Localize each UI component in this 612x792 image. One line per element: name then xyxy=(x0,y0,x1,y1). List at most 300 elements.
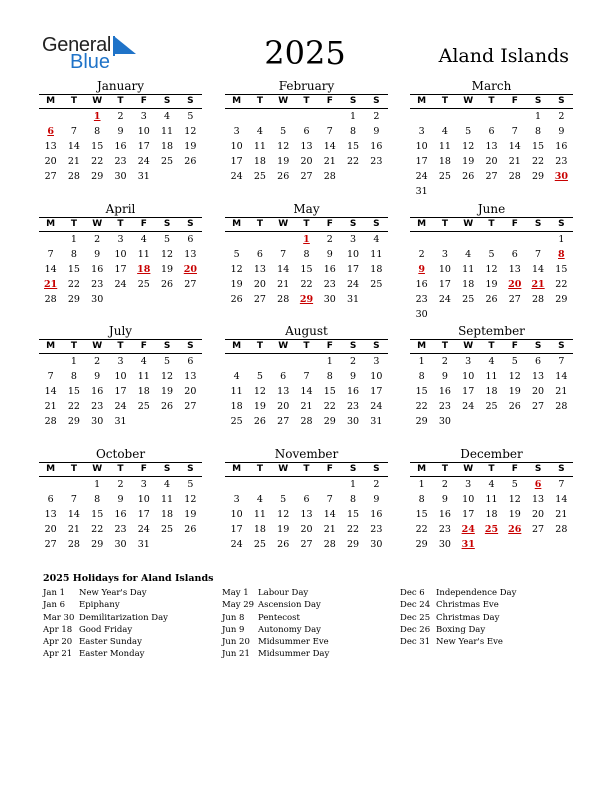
weekday-label: S xyxy=(534,341,542,351)
day-cell: 13 xyxy=(184,371,197,382)
day-cell: 17 xyxy=(462,386,475,397)
day-cell: 26 xyxy=(253,416,266,427)
day-cell: 25 xyxy=(137,401,150,412)
month-april xyxy=(39,202,202,307)
day-cell: 5 xyxy=(187,111,194,122)
day-cell: 19 xyxy=(508,509,521,520)
day-cell: 15 xyxy=(91,509,104,520)
day-cell: 20 xyxy=(253,279,266,290)
month-june xyxy=(410,202,573,322)
day-cell: 24 xyxy=(230,539,243,550)
weekday-label: W xyxy=(463,464,474,474)
day-cell: 26 xyxy=(161,401,174,412)
day-cell: 18 xyxy=(438,156,451,167)
holiday-day: 29 xyxy=(299,294,314,305)
day-cell: 4 xyxy=(373,234,380,245)
holiday-date: Jun 8 xyxy=(222,612,245,623)
weekday-label: S xyxy=(534,96,542,106)
day-cell: 20 xyxy=(44,524,57,535)
day-cell: 9 xyxy=(94,371,101,382)
day-cell: 8 xyxy=(303,249,310,260)
day-cell: 5 xyxy=(280,494,287,505)
weekday-label: T xyxy=(256,464,263,474)
day-cell: 21 xyxy=(323,156,336,167)
empty-cell xyxy=(480,109,503,124)
holiday-day: 9 xyxy=(418,264,425,275)
day-cell: 3 xyxy=(373,356,380,367)
holiday-date: Dec 6 xyxy=(400,588,425,598)
weekday-label: W xyxy=(463,219,474,229)
day-cell: 17 xyxy=(114,264,127,275)
day-cell: 15 xyxy=(67,386,80,397)
weekday-label: T xyxy=(441,464,448,474)
day-cell: 8 xyxy=(94,494,101,505)
day-cell: 20 xyxy=(300,156,313,167)
day-cell: 5 xyxy=(488,249,495,260)
day-cell: 9 xyxy=(117,494,124,505)
day-cell: 24 xyxy=(347,279,360,290)
weekday-label: F xyxy=(140,464,147,474)
day-cell: 17 xyxy=(347,264,360,275)
month-title: December xyxy=(460,447,523,461)
day-cell: 25 xyxy=(253,171,266,182)
day-cell: 5 xyxy=(465,126,472,137)
holiday-date: Jun 9 xyxy=(222,624,245,635)
weekday-label: M xyxy=(232,219,242,229)
day-cell: 23 xyxy=(438,524,451,535)
empty-cell xyxy=(433,109,456,124)
day-cell: 8 xyxy=(350,126,357,137)
weekday-label: M xyxy=(417,219,427,229)
weekday-header xyxy=(39,217,202,232)
day-cell: 5 xyxy=(280,126,287,137)
day-cell: 7 xyxy=(558,479,565,490)
month-title: November xyxy=(274,447,339,461)
day-cell: 10 xyxy=(114,371,127,382)
day-cell: 18 xyxy=(230,401,243,412)
day-cell: 23 xyxy=(114,156,127,167)
day-cell: 8 xyxy=(350,494,357,505)
holiday-item xyxy=(222,648,329,660)
holiday-day: 21 xyxy=(44,279,58,290)
day-cell: 4 xyxy=(441,126,448,137)
day-cell: 29 xyxy=(347,539,360,550)
day-cell: 14 xyxy=(300,386,313,397)
day-cell: 25 xyxy=(161,524,174,535)
day-cell: 19 xyxy=(230,279,243,290)
day-cell: 25 xyxy=(253,539,266,550)
day-cell: 27 xyxy=(532,401,545,412)
holiday-column xyxy=(43,587,168,661)
holiday-name: Demilitarization Day xyxy=(79,612,168,623)
day-grid xyxy=(410,354,573,429)
day-cell: 12 xyxy=(462,141,475,152)
day-cell: 23 xyxy=(91,279,104,290)
weekday-label: T xyxy=(117,341,124,351)
weekday-header xyxy=(410,217,573,232)
holiday-day: 20 xyxy=(508,279,522,290)
day-cell: 24 xyxy=(137,524,150,535)
day-cell: 27 xyxy=(300,171,313,182)
day-cell: 17 xyxy=(370,386,383,397)
day-cell: 25 xyxy=(370,279,383,290)
day-cell: 12 xyxy=(184,494,197,505)
weekday-label: T xyxy=(441,219,448,229)
day-cell: 28 xyxy=(532,294,545,305)
day-cell: 2 xyxy=(558,111,565,122)
day-cell: 19 xyxy=(462,156,475,167)
day-cell: 14 xyxy=(277,264,290,275)
day-cell: 9 xyxy=(117,126,124,137)
month-title: February xyxy=(278,79,335,93)
day-cell: 23 xyxy=(370,156,383,167)
weekday-label: W xyxy=(92,341,103,351)
weekday-label: W xyxy=(278,219,289,229)
month-may xyxy=(225,202,388,307)
day-cell: 29 xyxy=(91,171,104,182)
day-cell: 14 xyxy=(44,386,57,397)
empty-cell xyxy=(225,354,248,369)
weekday-label: M xyxy=(232,96,242,106)
day-cell: 21 xyxy=(44,401,57,412)
holiday-name: Independence Day xyxy=(436,588,517,598)
day-cell: 2 xyxy=(373,111,380,122)
day-cell: 10 xyxy=(137,126,150,137)
day-cell: 27 xyxy=(277,416,290,427)
day-cell: 22 xyxy=(415,401,428,412)
day-cell: 11 xyxy=(253,141,266,152)
weekday-label: T xyxy=(303,96,310,106)
holiday-day: 30 xyxy=(554,171,568,182)
month-march xyxy=(410,79,573,199)
day-cell: 25 xyxy=(230,416,243,427)
day-cell: 15 xyxy=(415,386,428,397)
holiday-item xyxy=(43,612,168,624)
holiday-item xyxy=(400,587,516,599)
day-cell: 26 xyxy=(230,294,243,305)
day-cell: 7 xyxy=(70,494,77,505)
day-cell: 29 xyxy=(532,171,545,182)
empty-cell xyxy=(62,109,85,124)
month-september xyxy=(410,324,573,429)
day-cell: 13 xyxy=(485,141,498,152)
day-cell: 8 xyxy=(326,371,333,382)
weekday-label: W xyxy=(278,96,289,106)
day-cell: 14 xyxy=(555,371,568,382)
weekday-label: W xyxy=(278,341,289,351)
day-cell: 19 xyxy=(253,401,266,412)
day-cell: 1 xyxy=(535,111,542,122)
day-cell: 10 xyxy=(137,494,150,505)
day-cell: 19 xyxy=(184,141,197,152)
day-cell: 11 xyxy=(370,249,383,260)
day-cell: 30 xyxy=(438,416,451,427)
day-cell: 18 xyxy=(370,264,383,275)
day-cell: 27 xyxy=(300,539,313,550)
holiday-item xyxy=(43,624,168,636)
day-cell: 25 xyxy=(462,294,475,305)
day-cell: 12 xyxy=(277,509,290,520)
weekday-label: S xyxy=(558,464,565,474)
day-cell: 7 xyxy=(47,249,54,260)
day-cell: 7 xyxy=(70,126,77,137)
empty-cell xyxy=(526,232,549,247)
day-cell: 10 xyxy=(462,494,475,505)
day-cell: 12 xyxy=(277,141,290,152)
weekday-label: S xyxy=(349,96,357,106)
weekday-label: S xyxy=(373,464,380,474)
holiday-column xyxy=(400,587,516,648)
weekday-label: F xyxy=(140,341,147,351)
day-grid xyxy=(39,354,202,429)
day-cell: 28 xyxy=(67,539,80,550)
empty-cell xyxy=(39,232,62,247)
day-grid xyxy=(225,354,388,429)
weekday-label: T xyxy=(256,96,263,106)
weekday-label: S xyxy=(187,341,194,351)
day-cell: 13 xyxy=(508,264,521,275)
holiday-item xyxy=(400,624,516,636)
day-cell: 4 xyxy=(164,479,171,490)
day-cell: 7 xyxy=(535,249,542,260)
holiday-name: Midsummer Eve xyxy=(258,637,329,648)
day-grid xyxy=(225,232,388,307)
holiday-name: Boxing Day xyxy=(436,624,486,635)
empty-cell xyxy=(318,109,341,124)
day-cell: 6 xyxy=(303,126,310,137)
day-cell: 3 xyxy=(140,111,147,122)
day-cell: 5 xyxy=(511,356,518,367)
holiday-date: Apr 18 xyxy=(43,624,73,635)
day-cell: 17 xyxy=(438,279,451,290)
day-cell: 16 xyxy=(91,386,104,397)
day-cell: 14 xyxy=(67,509,80,520)
day-cell: 13 xyxy=(532,371,545,382)
day-cell: 27 xyxy=(184,401,197,412)
day-cell: 16 xyxy=(438,386,451,397)
day-cell: 18 xyxy=(462,279,475,290)
day-cell: 7 xyxy=(326,126,333,137)
flag-icon xyxy=(112,36,138,56)
day-cell: 19 xyxy=(485,279,498,290)
day-cell: 17 xyxy=(137,141,150,152)
day-cell: 20 xyxy=(532,509,545,520)
day-cell: 14 xyxy=(323,141,336,152)
day-cell: 22 xyxy=(91,524,104,535)
day-cell: 1 xyxy=(418,479,425,490)
day-cell: 12 xyxy=(253,386,266,397)
day-cell: 12 xyxy=(184,126,197,137)
weekday-label: W xyxy=(278,464,289,474)
day-cell: 22 xyxy=(532,156,545,167)
holiday-day: 1 xyxy=(303,234,310,245)
day-cell: 11 xyxy=(462,264,475,275)
day-cell: 13 xyxy=(532,494,545,505)
holiday-date: May 29 xyxy=(222,600,255,611)
day-cell: 21 xyxy=(555,509,568,520)
day-cell: 28 xyxy=(323,171,336,182)
day-cell: 19 xyxy=(161,264,174,275)
day-cell: 4 xyxy=(488,479,495,490)
day-cell: 16 xyxy=(114,141,127,152)
empty-cell xyxy=(62,477,85,492)
empty-cell xyxy=(248,354,271,369)
day-cell: 26 xyxy=(184,524,197,535)
day-cell: 21 xyxy=(508,156,521,167)
day-cell: 8 xyxy=(418,494,425,505)
day-cell: 25 xyxy=(485,401,498,412)
day-cell: 2 xyxy=(350,356,357,367)
weekday-label: M xyxy=(46,464,56,474)
day-cell: 4 xyxy=(140,234,147,245)
empty-cell xyxy=(248,477,271,492)
day-cell: 11 xyxy=(161,494,174,505)
day-cell: 28 xyxy=(555,401,568,412)
day-cell: 3 xyxy=(465,479,472,490)
day-cell: 2 xyxy=(373,479,380,490)
day-cell: 18 xyxy=(161,509,174,520)
day-cell: 16 xyxy=(370,509,383,520)
holiday-date: Jan 1 xyxy=(43,588,66,598)
empty-cell xyxy=(39,477,62,492)
day-cell: 29 xyxy=(555,294,568,305)
day-cell: 11 xyxy=(438,141,451,152)
day-cell: 28 xyxy=(323,539,336,550)
day-cell: 23 xyxy=(114,524,127,535)
day-cell: 29 xyxy=(67,294,80,305)
day-cell: 1 xyxy=(350,479,357,490)
day-cell: 16 xyxy=(438,509,451,520)
day-cell: 8 xyxy=(70,249,77,260)
day-cell: 16 xyxy=(114,509,127,520)
weekday-label: M xyxy=(46,219,56,229)
day-cell: 24 xyxy=(370,401,383,412)
weekday-header xyxy=(225,94,388,109)
day-cell: 15 xyxy=(67,264,80,275)
day-cell: 15 xyxy=(91,141,104,152)
day-cell: 21 xyxy=(67,156,80,167)
day-cell: 13 xyxy=(44,509,57,520)
month-title: January xyxy=(96,79,145,93)
day-cell: 30 xyxy=(114,171,127,182)
day-cell: 9 xyxy=(441,371,448,382)
day-cell: 13 xyxy=(300,509,313,520)
day-cell: 20 xyxy=(184,386,197,397)
holiday-date: Dec 24 xyxy=(400,600,431,611)
day-cell: 30 xyxy=(114,539,127,550)
holiday-name: Ascension Day xyxy=(258,600,321,611)
day-cell: 16 xyxy=(555,141,568,152)
day-cell: 31 xyxy=(370,416,383,427)
weekday-label: M xyxy=(232,464,242,474)
day-cell: 29 xyxy=(67,416,80,427)
weekday-header xyxy=(410,462,573,477)
day-cell: 8 xyxy=(70,371,77,382)
empty-cell xyxy=(225,109,248,124)
day-cell: 29 xyxy=(323,416,336,427)
empty-cell xyxy=(272,477,295,492)
day-cell: 25 xyxy=(161,156,174,167)
day-cell: 15 xyxy=(347,141,360,152)
day-cell: 26 xyxy=(184,156,197,167)
day-cell: 26 xyxy=(277,539,290,550)
weekday-label: M xyxy=(417,96,427,106)
day-cell: 12 xyxy=(161,249,174,260)
day-cell: 5 xyxy=(256,371,263,382)
day-cell: 24 xyxy=(137,156,150,167)
weekday-label: T xyxy=(488,341,495,351)
day-cell: 5 xyxy=(233,249,240,260)
day-cell: 5 xyxy=(164,356,171,367)
day-cell: 9 xyxy=(373,126,380,137)
day-cell: 9 xyxy=(373,494,380,505)
day-grid xyxy=(410,109,573,199)
day-cell: 6 xyxy=(488,126,495,137)
weekday-label: S xyxy=(534,464,542,474)
day-cell: 23 xyxy=(347,401,360,412)
day-cell: 27 xyxy=(184,279,197,290)
day-cell: 24 xyxy=(114,279,127,290)
month-august xyxy=(225,324,388,429)
day-cell: 20 xyxy=(277,401,290,412)
day-cell: 7 xyxy=(511,126,518,137)
day-cell: 14 xyxy=(323,509,336,520)
day-cell: 19 xyxy=(161,386,174,397)
day-cell: 11 xyxy=(161,126,174,137)
day-cell: 12 xyxy=(508,494,521,505)
holiday-date: Dec 31 xyxy=(400,637,431,648)
holidays-title: 2025 Holidays for Aland Islands xyxy=(43,573,214,584)
day-cell: 18 xyxy=(485,509,498,520)
holiday-day: 25 xyxy=(484,524,499,535)
weekday-label: F xyxy=(511,341,518,351)
weekday-label: T xyxy=(70,96,77,106)
month-december xyxy=(410,447,573,552)
day-grid xyxy=(39,477,202,552)
month-title: September xyxy=(458,324,525,338)
day-cell: 22 xyxy=(67,401,80,412)
day-cell: 20 xyxy=(44,156,57,167)
holiday-date: Mar 30 xyxy=(43,612,75,623)
weekday-label: W xyxy=(463,96,474,106)
day-cell: 10 xyxy=(462,371,475,382)
holiday-item xyxy=(222,636,329,648)
day-cell: 24 xyxy=(230,171,243,182)
day-cell: 27 xyxy=(253,294,266,305)
day-cell: 23 xyxy=(438,401,451,412)
empty-cell xyxy=(225,232,248,247)
weekday-label: S xyxy=(163,341,171,351)
weekday-label: S xyxy=(373,219,380,229)
day-cell: 22 xyxy=(300,279,313,290)
weekday-label: M xyxy=(417,341,427,351)
day-cell: 18 xyxy=(161,141,174,152)
weekday-header xyxy=(225,462,388,477)
day-cell: 2 xyxy=(117,479,124,490)
holiday-name: Midsummer Day xyxy=(258,649,330,660)
day-cell: 16 xyxy=(323,264,336,275)
empty-cell xyxy=(410,232,433,247)
day-cell: 13 xyxy=(253,264,266,275)
day-cell: 22 xyxy=(555,279,568,290)
day-cell: 6 xyxy=(280,371,287,382)
empty-cell xyxy=(503,232,526,247)
weekday-label: M xyxy=(232,341,242,351)
day-cell: 7 xyxy=(326,494,333,505)
day-cell: 24 xyxy=(415,171,428,182)
month-title: May xyxy=(293,202,320,216)
empty-cell xyxy=(272,354,295,369)
